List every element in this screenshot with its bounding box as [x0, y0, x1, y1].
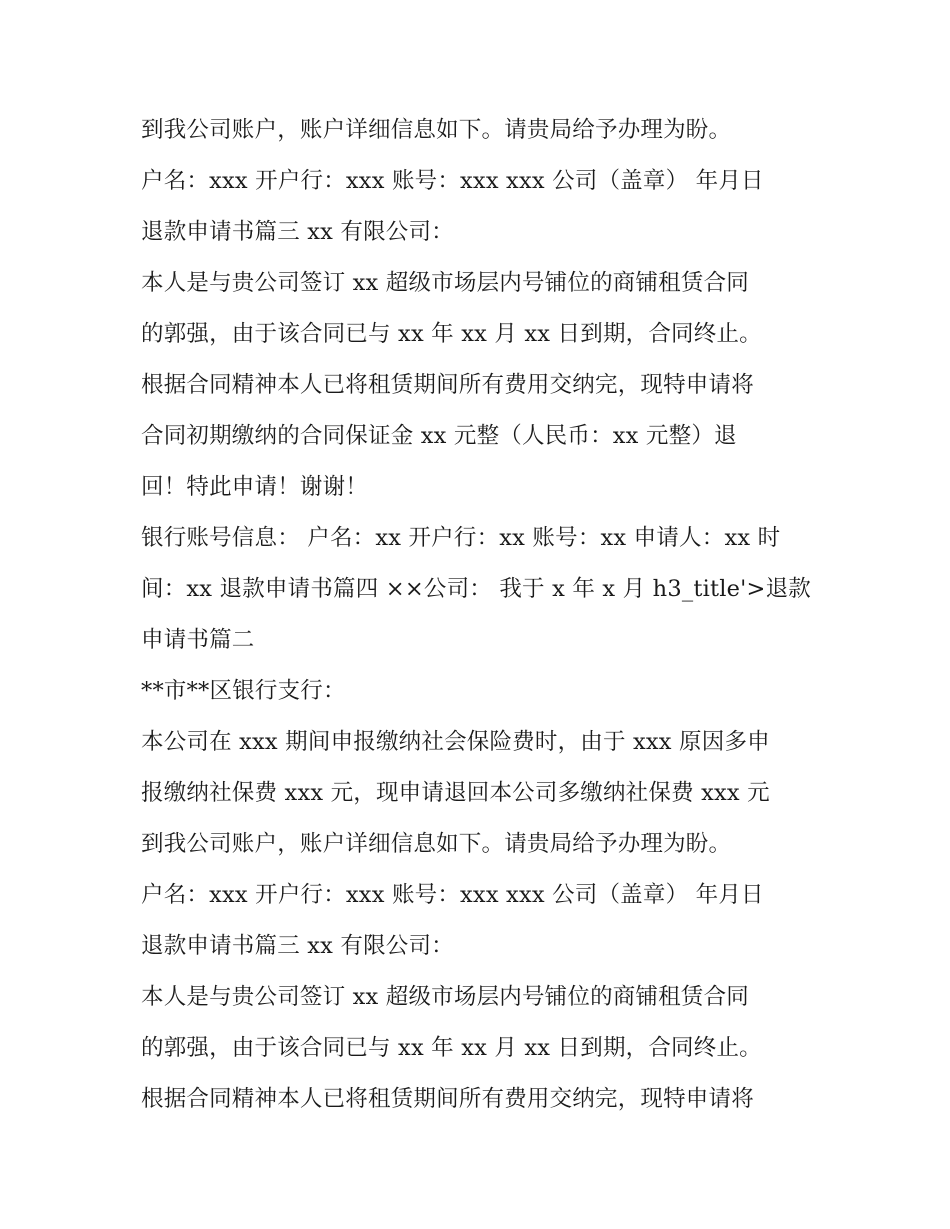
text-line: 间：xx 退款申请书篇四 ××公司： 我于 x 年 x 月 h3_title'>退款	[141, 576, 811, 602]
text-line: 申请书篇二	[141, 627, 255, 653]
text-line: 到我公司账户，账户详细信息如下。请贵局给予办理为盼。	[141, 831, 732, 857]
text-line: 根据合同精神本人已将租赁期间所有费用交纳完，现特申请将	[141, 372, 754, 398]
text-line: 的郭强，由于该合同已与 xx 年 xx 月 xx 日到期，合同终止。	[141, 321, 762, 347]
text-line: 银行账号信息： 户名：xx 开户行：xx 账号：xx 申请人：xx 时	[141, 525, 781, 551]
text-line: 根据合同精神本人已将租赁期间所有费用交纳完，现特申请将	[141, 1086, 754, 1112]
text-line: 合同初期缴纳的合同保证金 xx 元整（人民币：xx 元整）退	[141, 423, 737, 449]
text-line: 的郭强，由于该合同已与 xx 年 xx 月 xx 日到期，合同终止。	[141, 1035, 762, 1061]
text-line: 本公司在 xxx 期间申报缴纳社会保险费时，由于 xxx 原因多申	[141, 729, 770, 755]
text-line: 到我公司账户，账户详细信息如下。请贵局给予办理为盼。	[141, 117, 732, 143]
document-body	[141, 105, 831, 1125]
text-line: 报缴纳社保费 xxx 元，现申请退回本公司多缴纳社保费 xxx 元	[141, 780, 770, 806]
text-line: 本人是与贵公司签订 xx 超级市场层内号铺位的商铺租赁合同	[141, 984, 749, 1010]
text-line: 退款申请书篇三 xx 有限公司：	[141, 219, 454, 245]
text-line: 回！特此申请！谢谢！	[141, 474, 369, 500]
text-line: 户名：xxx 开户行：xxx 账号：xxx xxx 公司（盖章） 年月日	[141, 882, 764, 908]
text-line: 户名：xxx 开户行：xxx 账号：xxx xxx 公司（盖章） 年月日	[141, 168, 764, 194]
text-line: 退款申请书篇三 xx 有限公司：	[141, 933, 454, 959]
text-line: **市**区银行支行：	[141, 678, 346, 704]
text-line: 本人是与贵公司签订 xx 超级市场层内号铺位的商铺租赁合同	[141, 270, 749, 296]
